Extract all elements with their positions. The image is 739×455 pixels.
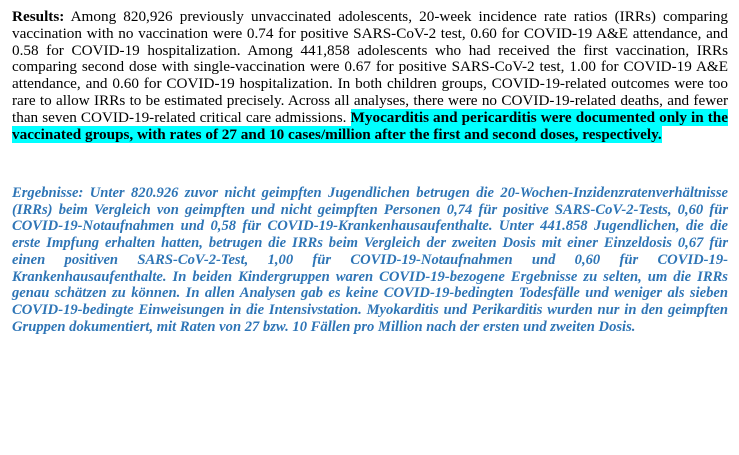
highlighted-sentence: Myocarditis and pericarditis were documented only in the vaccinated groups, with rates of 27 and 10 cases/million after the first and second doses, respectively.	[12, 108, 728, 143]
results-paragraph-german: Ergebnisse: Unter 820.926 zuvor nicht geimpften Jugendlichen betrugen die 20-Wochen-Inzidenzratenverhältnisse (IRRs) beim Vergleich von geimpften und nicht geimpften Personen 0,74 für positive SARS-CoV-2-Tests, 0,60 für COVID-19-Notaufnahmen und 0,58 für COVID-19-Krankenhausaufenthalte. Unter 441.858 Jugendlichen, die die erste Impfung erhalten hatten, betrugen die IRRs beim Vergleich der zweiten Dosis mit einer Einzeldosis 0,67 für einen positiven SARS-CoV-2-Test, 1,00 für COVID-19-Notaufnahmen und 0,60 für COVID-19-Krankenhausaufenthalte. In beiden Kindergruppen waren COVID-19-bezogene Ergebnisse zu selten, um die IRRs genau schätzen zu können. In allen Analysen gab es keine COVID-19-bedingten Todesfälle und weniger als sieben COVID-19-bedingte Einweisungen in die Intensivstation. Myokarditis und Perikarditis wurden nur in den geimpften Gruppen dokumentiert, mit Raten von 27 bzw. 10 Fällen pro Million nach der ersten und zweiten Dosis.	[12, 185, 728, 335]
results-label: Results:	[12, 8, 65, 25]
results-body: Among 820,926 previously unvaccinated adolescents, 20-week incidence rate ratios (IRRs) comparing vaccination with no vaccination were 0.74 for positive SARS-CoV-2 test, 0.60 for COVID-19 A&E attendance, and 0.58 for COVID-19 hospitalization. Among 441,858 adolescents who had received the first vaccination, IRRs comparing second dose with single-vaccination were 0.67 for positive SARS-CoV-2 test, 1.00 for COVID-19 A&E attendance, and 0.60 for COVID-19 hospitalization. In both children groups, COVID-19-related outcomes were too rare to allow IRRs to be estimated precisely. Across all analyses, there were no COVID-19-related deaths, and fewer than seven COVID-19-related critical care admissions.	[12, 8, 728, 126]
results-paragraph-english	[12, 9, 728, 143]
